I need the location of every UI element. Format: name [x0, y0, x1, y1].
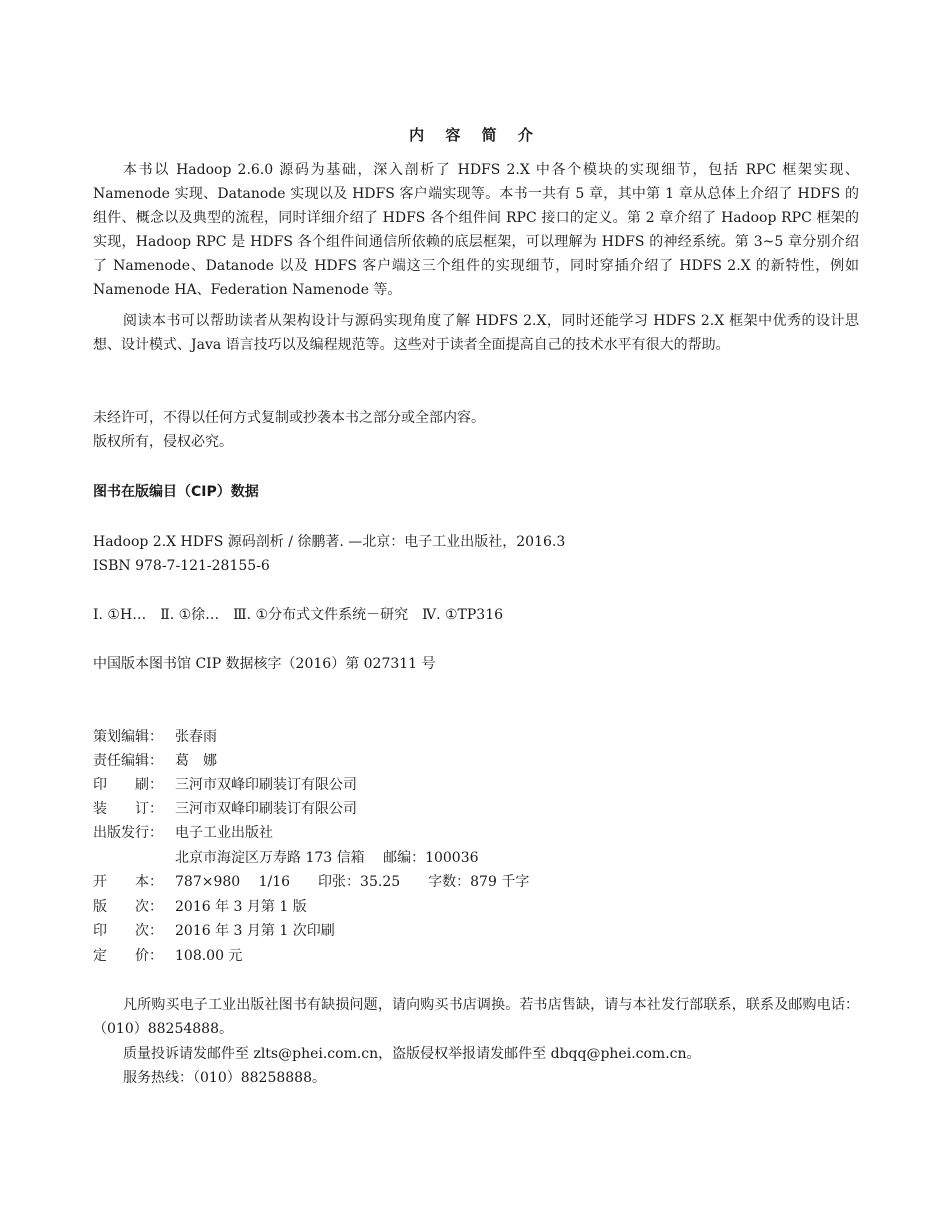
- credit-value: 三河市双峰印刷装订有限公司: [175, 801, 357, 817]
- cip-heading: 图书在版编目（CIP）数据: [93, 484, 259, 500]
- credit-value: 2016 年 3 月第 1 次印刷: [175, 923, 335, 939]
- credit-row: [93, 846, 479, 870]
- credit-row: [93, 944, 242, 968]
- complaint-email-line: 质量投诉请发邮件至 zlts@phei.com.cn，盗版侵权举报请发邮件至 dbqq@phei.com.cn。: [123, 1046, 701, 1062]
- summary-title: 内 容 简 介: [409, 126, 541, 144]
- cip-isbn: ISBN 978-7-121-28155-6: [93, 558, 270, 574]
- copyright-notice: 未经许可，不得以任何方式复制或抄袭本书之部分或全部内容。: [93, 410, 485, 426]
- cip-check-number: 中国版本图书馆 CIP 数据核字（2016）第 027311 号: [93, 656, 436, 672]
- credit-row: [93, 895, 307, 919]
- credit-label: 出版发行：: [93, 825, 163, 841]
- credit-value: 108.00 元: [175, 948, 243, 964]
- purchase-notice: 凡所购买电子工业出版社图书有缺损问题，请向购买书店调换。若书店售缺，请与本社发行部联系，联系及邮购电话：（010）88254888。: [93, 997, 859, 1037]
- credit-row: [93, 773, 357, 797]
- credit-value: 葛 娜: [175, 753, 217, 769]
- credit-label: 开 本：: [93, 874, 163, 890]
- credit-row: [93, 821, 273, 845]
- credit-value: 787×980 1/16 印张：35.25 字数：879 千字: [175, 874, 530, 890]
- credit-label: 印 刷：: [93, 777, 163, 793]
- credit-label: 版 次：: [93, 899, 163, 915]
- cip-title-line: Hadoop 2.X HDFS 源码剖析 / 徐鹏著. —北京：电子工业出版社，2016.3: [93, 534, 566, 550]
- summary-paragraph-1: 本书以 Hadoop 2.6.0 源码为基础，深入剖析了 HDFS 2.X 中各个模块的实现细节，包括 RPC 框架实现、Namenode 实现、Datanode 实现以及 HDFS 客户端实现等。本书一共有 5 章，其中第 1 章从总体上介绍了 HDFS 的组件、概念以及典型的流程，同时详细介绍了 HDFS 各个组件间 RPC 接口的定义。第 2 章介绍了 Hadoop RPC 框架的实现，Hadoop RPC 是 HDFS 各个组件间通信所依赖的底层框架，可以理解为 HDFS 的神经系统。第 3~5 章分别介绍了 Namenode、Datanode 以及 HDFS 客户端这三个组件的实现细节，同时穿插介绍了 HDFS 2.X 的新特性，例如 Namenode HA、Federation Namenode 等。: [93, 162, 859, 298]
- credit-value: 电子工业出版社: [175, 825, 273, 841]
- credit-row: [93, 797, 357, 821]
- credit-value: 张春雨: [175, 729, 217, 745]
- credit-value: 北京市海淀区万寿路 173 信箱 邮编：100036: [175, 850, 479, 866]
- credit-label: 策划编辑：: [93, 729, 163, 745]
- credit-row: [93, 919, 335, 943]
- credit-row: [93, 725, 217, 749]
- credit-label: 印 次：: [93, 923, 163, 939]
- credit-label: 装 订：: [93, 801, 163, 817]
- credit-value: 三河市双峰印刷装订有限公司: [175, 777, 357, 793]
- credit-row: [93, 749, 217, 773]
- credit-label: 定 价：: [93, 948, 163, 964]
- credit-value: 2016 年 3 月第 1 版: [175, 899, 307, 915]
- credit-label: 责任编辑：: [93, 753, 163, 769]
- credit-row: [93, 870, 529, 894]
- service-hotline: 服务热线：（010）88258888。: [123, 1070, 326, 1086]
- cip-classification: Ⅰ. ①H… Ⅱ. ①徐… Ⅲ. ①分布式文件系统－研究 Ⅳ. ①TP316: [93, 607, 504, 623]
- rights-reserved: 版权所有，侵权必究。: [93, 434, 233, 450]
- summary-paragraph-2: 阅读本书可以帮助读者从架构设计与源码实现角度了解 HDFS 2.X，同时还能学习 HDFS 2.X 框架中优秀的设计思想、设计模式、Java 语言技巧以及编程规范等。这些对于读者全面提高自己的技术水平有很大的帮助。: [93, 313, 859, 353]
